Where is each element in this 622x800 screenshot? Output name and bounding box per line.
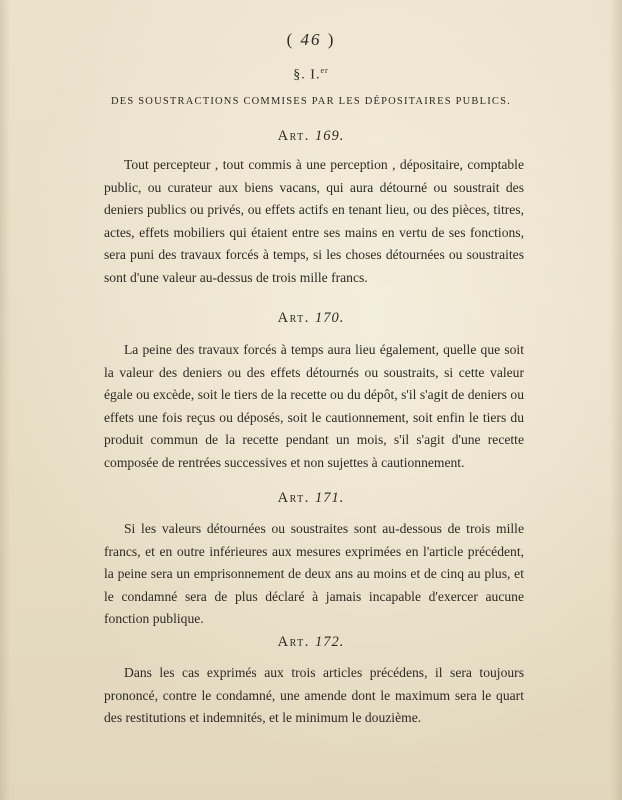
article-number: 172.: [315, 634, 345, 650]
article-number: 169.: [315, 128, 345, 144]
article-label: Art.: [277, 490, 310, 506]
article-text-169: Tout percepteur , tout commis à une perception , dépositaire, comptable public, ou curateur aux biens vacans, qui aura détourné ou soustrait des deniers publics ou privés, ou effets actifs en tenant lieu, ou des pièces, titres, actes, effets mobiliers qui étaient entre ses mains en vertu de ses fonctions, sera puni des travaux forcés à temps, si les choses détournées ou soustraites sont d'une valeur au-dessus de trois mille francs.: [104, 157, 524, 285]
article-heading-169: [0, 128, 622, 145]
folio-number: 46: [300, 30, 322, 49]
article-text-171: Si les valeurs détournées ou soustraites sont au-dessous de trois mille francs, et en outre inférieures aux mesures exprimées en l'article précédent, la peine sera un emprisonnement de deux ans au moins et de cinq au plus, et le condamné sera de plus déclaré à jamais incapable d'exercer aucune fonction publique.: [104, 521, 524, 627]
article-label: Art.: [277, 634, 310, 650]
article-label: Art.: [277, 310, 310, 326]
page-number: [0, 30, 622, 50]
article-text-172: Dans les cas exprimés aux trois articles précédens, il sera toujours prononcé, contre le condamné, une amende dont le maximum sera le quart des restitutions et indemnités, et le minimum le douzième.: [104, 665, 524, 726]
folio-close: ): [321, 30, 336, 49]
article-number: 171.: [315, 490, 345, 506]
section-number: [0, 66, 622, 84]
article-heading-171: [0, 490, 622, 507]
article-heading-170: [0, 310, 622, 327]
article-heading-172: [0, 634, 622, 651]
article-label: Art.: [277, 128, 310, 144]
section-mark-text: §. I.: [293, 67, 321, 83]
article-number: 170.: [315, 310, 345, 326]
folio-open: (: [286, 30, 301, 49]
article-text-170: La peine des travaux forcés à temps aura lieu également, quelle que soit la valeur des deniers ou des effets détournés ou soustraits, si cette valeur égale ou excède, soit le tiers de la recette ou du dépôt, s'il s'agit de deniers ou effets une fois reçus ou déposés, soit le cautionnement, soit enfin le tiers du produit commun de la recette pendant un mois, s'il s'agit d'une recette composée de rentrées successives et non sujettes à cautionnement.: [104, 342, 524, 470]
section-title: DES SOUSTRACTIONS COMMISES PAR LES DÉPOSITAIRES PUBLICS.: [111, 96, 511, 107]
section-mark-sup: er: [320, 66, 329, 75]
